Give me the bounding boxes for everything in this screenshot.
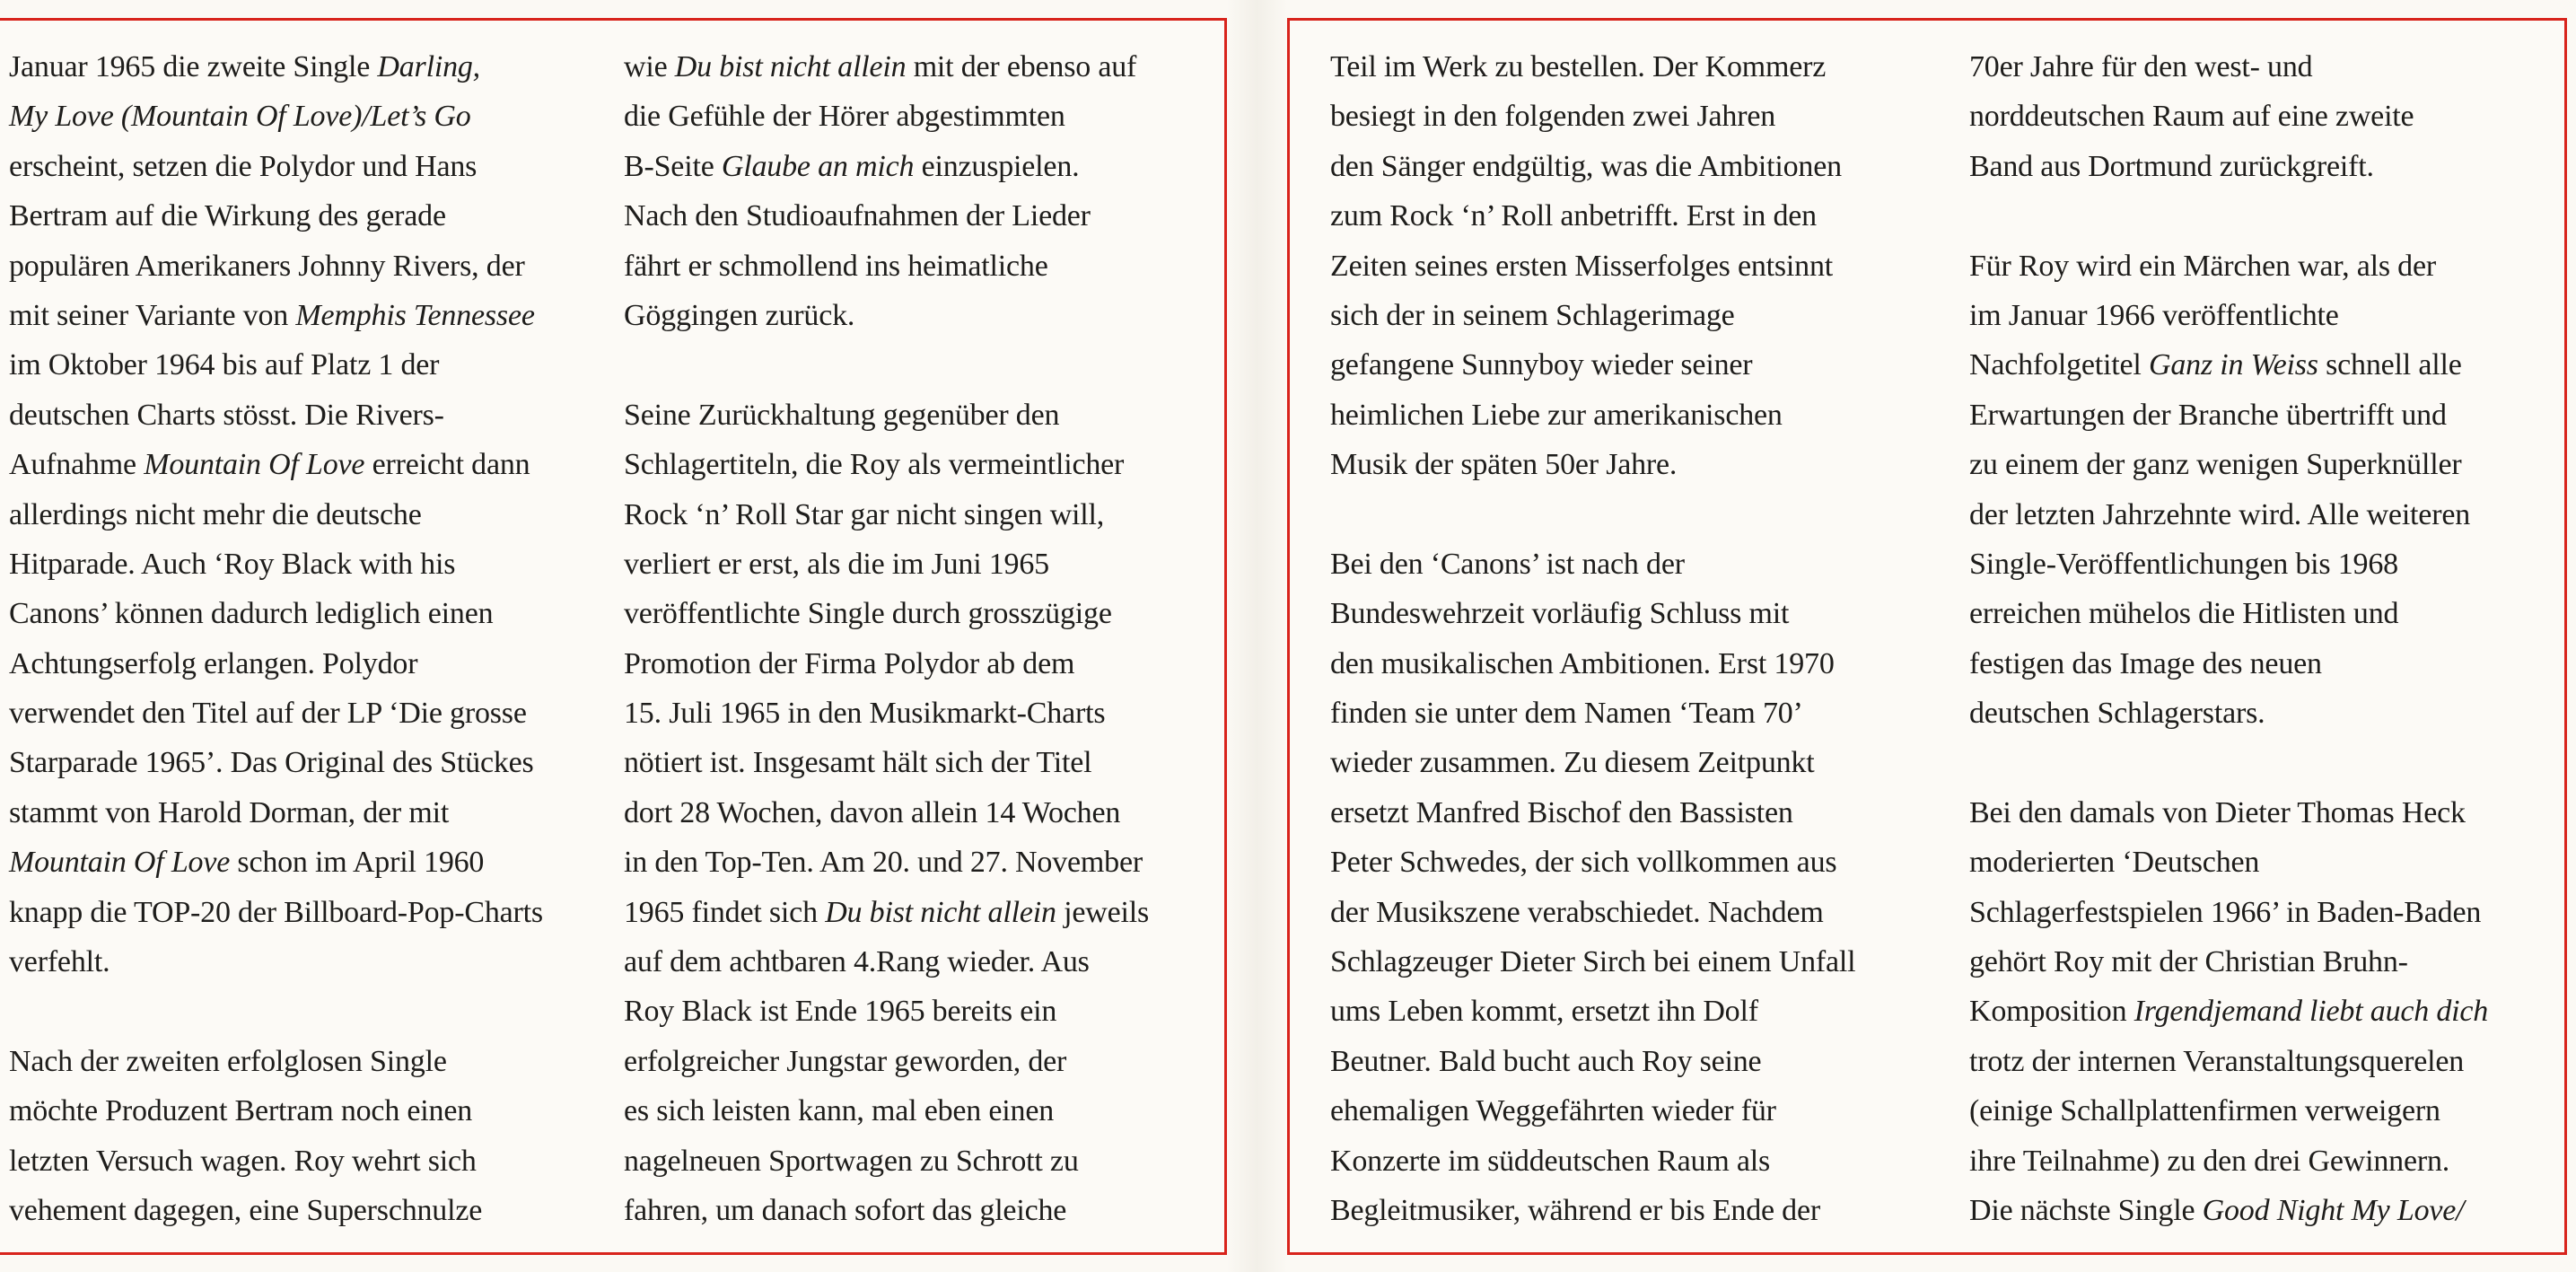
body-text: auf dem achtbaren 4.Rang wieder. Aus — [624, 945, 1090, 979]
body-text: Achtungserfolg erlangen. Polydor — [9, 646, 418, 680]
text-line — [1330, 142, 1855, 191]
body-text: Nach den Studioaufnahmen der Lieder — [624, 199, 1091, 233]
body-text: Bei den ‘Canons’ ist nach der — [1330, 547, 1685, 581]
text-line — [1969, 589, 2488, 638]
text-line — [624, 291, 1149, 340]
text-line — [1330, 738, 1855, 787]
body-text: sich der in seinem Schlagerimage — [1330, 298, 1735, 332]
body-text: ihre Teilnahme) zu den drei Gewinnern. — [1969, 1144, 2450, 1178]
body-text: ehemaligen Weggefährten wieder für — [1330, 1094, 1776, 1128]
text-line — [1330, 440, 1855, 489]
body-text: dort 28 Wochen, davon allein 14 Wochen — [624, 795, 1121, 829]
text-line — [624, 1037, 1149, 1086]
song-title-text: Glaube an mich — [721, 149, 915, 183]
text-line — [1330, 42, 1855, 92]
text-line — [1330, 92, 1855, 141]
body-text: Bei den damals von Dieter Thomas Heck — [1969, 795, 2466, 829]
body-text: nötiert ist. Insgesamt hält sich der Titel — [624, 746, 1092, 780]
right-page — [1287, 18, 2567, 1255]
text-line — [1330, 888, 1855, 937]
text-line — [1969, 390, 2488, 440]
text-line — [624, 589, 1149, 638]
body-text: jeweils — [1056, 895, 1149, 929]
body-text: norddeutschen Raum auf eine zweite — [1969, 100, 2414, 134]
body-text: Nach der zweiten erfolglosen Single — [9, 1044, 447, 1078]
body-text: Hitparade. Auch ‘Roy Black with his — [9, 547, 456, 581]
body-text: möchte Produzent Bertram noch einen — [9, 1094, 473, 1128]
song-title-text: Darling, — [377, 50, 480, 83]
paragraph — [1330, 42, 1855, 490]
paragraph — [1969, 241, 2488, 739]
body-text: moderierten ‘Deutschen — [1969, 846, 2260, 880]
body-text: Nachfolgetitel — [1969, 348, 2149, 382]
text-line — [624, 838, 1149, 887]
text-line — [1969, 540, 2488, 589]
song-title-text: Ganz in Weiss — [2148, 348, 2318, 382]
text-line — [1330, 340, 1855, 390]
body-text: Januar 1965 die zweite Single — [9, 50, 378, 83]
body-text: zum Rock ‘n’ Roll anbetrifft. Erst in den — [1330, 199, 1817, 233]
body-text: nagelneuen Sportwagen zu Schrott zu — [624, 1144, 1079, 1178]
body-text: erscheint, setzen die Polydor und Hans — [9, 149, 478, 183]
body-text: Göggingen zurück. — [624, 298, 855, 332]
text-line — [9, 639, 543, 689]
song-title-text: My Love (Mountain Of Love)/Let’s Go — [9, 100, 471, 134]
body-text: veröffentlichte Single durch grosszügige — [624, 597, 1112, 631]
body-text: heimlichen Liebe zur amerikanischen — [1330, 398, 1783, 432]
text-line — [624, 888, 1149, 937]
text-line — [1330, 1086, 1855, 1136]
body-text: es sich leisten kann, mal eben einen — [624, 1094, 1055, 1128]
text-line — [9, 937, 543, 987]
body-text: Peter Schwedes, der sich vollkommen aus — [1330, 846, 1837, 880]
text-line — [1969, 689, 2488, 738]
song-title-text: Good Night My Love/ — [2202, 1193, 2465, 1227]
body-text: Seine Zurückhaltung gegenüber den — [624, 398, 1060, 432]
body-text: 70er Jahre für den west- und — [1969, 50, 2313, 83]
body-text: mit seiner Variante von — [9, 298, 296, 332]
body-text: Bertram auf die Wirkung des gerade — [9, 199, 446, 233]
body-text: Canons’ können dadurch lediglich einen — [9, 597, 494, 631]
text-line — [624, 738, 1149, 787]
text-line — [1330, 390, 1855, 440]
text-line — [1969, 42, 2488, 92]
body-text: verwendet den Titel auf der LP ‘Die grosse — [9, 697, 527, 731]
text-line — [624, 440, 1149, 489]
paragraph — [624, 42, 1149, 340]
body-text: Bundeswehrzeit vorläufig Schluss mit — [1330, 597, 1790, 631]
body-text: Zeiten seines ersten Misserfolges entsinnt — [1330, 249, 1834, 283]
text-line — [1969, 490, 2488, 540]
text-line — [624, 1086, 1149, 1136]
body-text: letzten Versuch wagen. Roy wehrt sich — [9, 1144, 477, 1178]
body-text: wieder zusammen. Zu diesem Zeitpunkt — [1330, 746, 1815, 780]
text-line — [9, 191, 543, 241]
body-text: gefangene Sunnyboy wieder seiner — [1330, 348, 1753, 382]
text-line — [1969, 291, 2488, 340]
text-line — [1330, 1136, 1855, 1186]
right-page-column-1 — [1330, 42, 1855, 1235]
body-text: Die nächste Single — [1969, 1193, 2203, 1227]
song-title-text: Du bist nicht allein — [674, 50, 907, 83]
body-text: im Oktober 1964 bis auf Platz 1 der — [9, 348, 440, 382]
text-line — [624, 191, 1149, 241]
text-line — [9, 490, 543, 540]
body-text: 1965 findet sich — [624, 895, 826, 929]
paragraph — [1969, 42, 2488, 191]
body-text: Single-Veröffentlichungen bis 1968 — [1969, 547, 2398, 581]
body-text: die Gefühle der Hörer abgestimmten — [624, 100, 1065, 134]
text-line — [1330, 291, 1855, 340]
body-text: Schlagzeuger Dieter Sirch bei einem Unfall — [1330, 945, 1856, 979]
body-text: Promotion der Firma Polydor ab dem — [624, 646, 1075, 680]
song-title-text: Mountain Of Love — [144, 448, 365, 482]
text-line — [9, 142, 543, 191]
text-line — [9, 92, 543, 141]
text-line — [1330, 639, 1855, 689]
body-text: (einige Schallplattenfirmen verweigern — [1969, 1094, 2440, 1128]
text-line — [1330, 540, 1855, 589]
text-line — [9, 1136, 543, 1186]
text-line — [624, 987, 1149, 1036]
text-line — [1330, 241, 1855, 291]
left-page — [0, 18, 1227, 1255]
body-text: trotz der internen Veranstaltungsquerelen — [1969, 1044, 2465, 1078]
text-line — [9, 1186, 543, 1235]
body-text: der Musikszene verabschiedet. Nachdem — [1330, 895, 1824, 929]
body-text: deutschen Schlagerstars. — [1969, 697, 2265, 731]
text-line — [9, 42, 543, 92]
body-text: Begleitmusiker, während er bis Ende der — [1330, 1193, 1820, 1227]
text-line — [1969, 1186, 2488, 1235]
text-line — [624, 1186, 1149, 1235]
left-page-column-1 — [9, 42, 543, 1235]
text-line — [1330, 788, 1855, 838]
text-line — [624, 142, 1149, 191]
body-text: knapp die TOP-20 der Billboard-Pop-Charts — [9, 895, 543, 929]
text-line — [624, 540, 1149, 589]
text-line — [9, 1037, 543, 1086]
body-text: 15. Juli 1965 in den Musikmarkt-Charts — [624, 697, 1106, 731]
text-line — [1969, 440, 2488, 489]
song-title-text: Irgendjemand liebt auch dich — [2134, 995, 2489, 1029]
body-text: allerdings nicht mehr die deutsche — [9, 497, 422, 531]
song-title-text: Du bist nicht allein — [825, 895, 1056, 929]
body-text: verliert er erst, als die im Juni 1965 — [624, 547, 1049, 581]
text-line — [1969, 788, 2488, 838]
text-line — [624, 490, 1149, 540]
body-text: in den Top-Ten. Am 20. und 27. November — [624, 846, 1143, 880]
body-text: Komposition — [1969, 995, 2134, 1029]
paragraph — [1969, 788, 2488, 1236]
body-text: Roy Black ist Ende 1965 bereits ein — [624, 995, 1057, 1029]
body-text: schon im April 1960 — [230, 846, 485, 880]
text-line — [624, 241, 1149, 291]
text-line — [1330, 191, 1855, 241]
body-text: Aufnahme — [9, 448, 145, 482]
body-text: vehement dagegen, eine Superschnulze — [9, 1193, 483, 1227]
text-line — [1969, 142, 2488, 191]
text-line — [1330, 1186, 1855, 1235]
body-text: Schlagerfestspielen 1966’ in Baden-Baden — [1969, 895, 2482, 929]
text-line — [1969, 937, 2488, 987]
text-line — [1330, 1037, 1855, 1086]
body-text: fahren, um danach sofort das gleiche — [624, 1193, 1067, 1227]
text-line — [1330, 689, 1855, 738]
body-text: zu einem der ganz wenigen Superknüller — [1969, 448, 2462, 482]
text-line — [9, 1086, 543, 1136]
body-text: ums Leben kommt, ersetzt ihn Dolf — [1330, 995, 1758, 1029]
left-page-column-2 — [624, 42, 1149, 1235]
body-text: erfolgreicher Jungstar geworden, der — [624, 1044, 1067, 1078]
text-line — [624, 92, 1149, 141]
body-text: Schlagertiteln, die Roy als vermeintlicher — [624, 448, 1125, 482]
body-text: besiegt in den folgenden zwei Jahren — [1330, 100, 1776, 134]
text-line — [1330, 589, 1855, 638]
text-line — [624, 788, 1149, 838]
text-line — [9, 291, 543, 340]
song-title-text: Mountain Of Love — [9, 846, 231, 880]
body-text: fährt er schmollend ins heimatliche — [624, 249, 1048, 283]
text-line — [1330, 987, 1855, 1036]
paragraph — [9, 42, 543, 987]
body-text: populären Amerikaners Johnny Rivers, der — [9, 249, 525, 283]
body-text: Beutner. Bald bucht auch Roy seine — [1330, 1044, 1762, 1078]
text-line — [1969, 987, 2488, 1036]
text-line — [1969, 838, 2488, 887]
body-text: deutschen Charts stösst. Die Rivers- — [9, 398, 444, 432]
body-text: Teil im Werk zu bestellen. Der Kommerz — [1330, 50, 1827, 83]
text-line — [624, 689, 1149, 738]
body-text: finden sie unter dem Namen ‘Team 70’ — [1330, 697, 1803, 731]
body-text: einzuspielen. — [914, 149, 1080, 183]
right-page-column-2 — [1969, 42, 2488, 1235]
text-line — [9, 689, 543, 738]
text-line — [1330, 838, 1855, 887]
body-text: den musikalischen Ambitionen. Erst 1970 — [1330, 646, 1835, 680]
text-line — [9, 390, 543, 440]
text-line — [1969, 340, 2488, 390]
text-line — [9, 340, 543, 390]
text-line — [9, 241, 543, 291]
body-text: B-Seite — [624, 149, 722, 183]
text-line — [1969, 888, 2488, 937]
body-text: Starparade 1965’. Das Original des Stückes — [9, 746, 534, 780]
body-text: Erwartungen der Branche übertrifft und — [1969, 398, 2447, 432]
text-line — [1969, 1037, 2488, 1086]
text-line — [9, 738, 543, 787]
text-line — [9, 440, 543, 489]
body-text: schnell alle — [2318, 348, 2462, 382]
book-gutter — [1227, 0, 1287, 1272]
paragraph — [624, 390, 1149, 1236]
text-line — [624, 937, 1149, 987]
text-line — [9, 838, 543, 887]
text-line — [624, 1136, 1149, 1186]
body-text: Rock ‘n’ Roll Star gar nicht singen will, — [624, 497, 1105, 531]
text-line — [1969, 1086, 2488, 1136]
body-text: erreichen mühelos die Hitlisten und — [1969, 597, 2399, 631]
body-text: gehört Roy mit der Christian Bruhn- — [1969, 945, 2408, 979]
body-text: stammt von Harold Dorman, der mit — [9, 795, 450, 829]
text-line — [624, 42, 1149, 92]
text-line — [9, 540, 543, 589]
body-text: ersetzt Manfred Bischof den Bassisten — [1330, 795, 1793, 829]
body-text: mit der ebenso auf — [906, 50, 1137, 83]
body-text: wie — [624, 50, 675, 83]
text-line — [1969, 241, 2488, 291]
text-line — [1969, 639, 2488, 689]
text-line — [9, 788, 543, 838]
paragraph — [9, 1037, 543, 1236]
text-line — [9, 888, 543, 937]
body-text: erreicht dann — [364, 448, 530, 482]
body-text: im Januar 1966 veröffentlichte — [1969, 298, 2339, 332]
body-text: der letzten Jahrzehnte wird. Alle weiteren — [1969, 497, 2471, 531]
body-text: Für Roy wird ein Märchen war, als der — [1969, 249, 2436, 283]
body-text: festigen das Image des neuen — [1969, 646, 2322, 680]
song-title-text: Memphis Tennessee — [295, 298, 535, 332]
text-line — [624, 639, 1149, 689]
text-line — [624, 390, 1149, 440]
text-line — [1330, 937, 1855, 987]
paragraph — [1330, 540, 1855, 1235]
text-line — [1969, 92, 2488, 141]
body-text: verfehlt. — [9, 945, 110, 979]
body-text: Konzerte im süddeutschen Raum als — [1330, 1144, 1771, 1178]
text-line — [9, 589, 543, 638]
text-line — [1969, 1136, 2488, 1186]
body-text: den Sänger endgültig, was die Ambitionen — [1330, 149, 1842, 183]
body-text: Musik der späten 50er Jahre. — [1330, 448, 1678, 482]
body-text: Band aus Dortmund zurückgreift. — [1969, 149, 2374, 183]
